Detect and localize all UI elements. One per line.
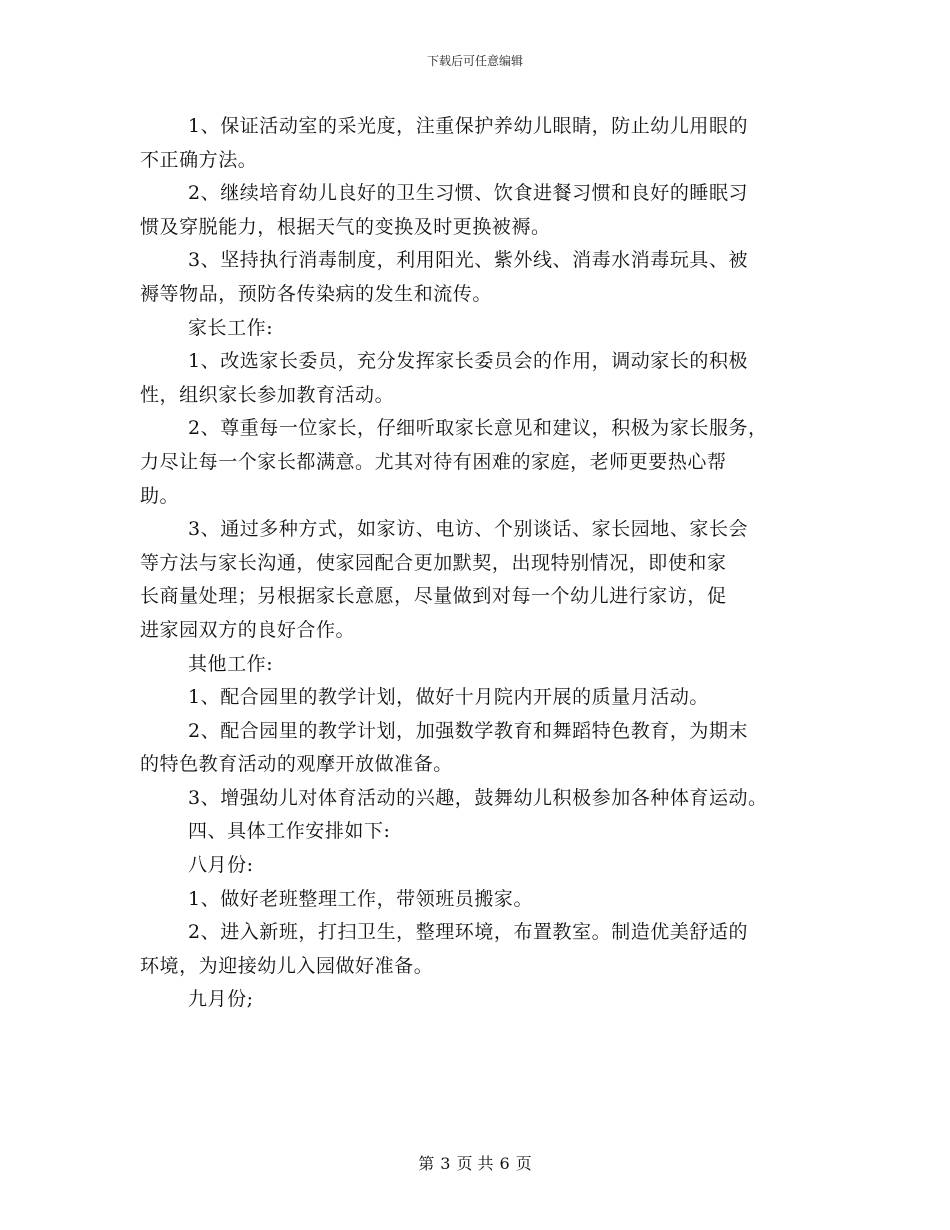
body-line: 不正确方法。 [140,148,258,171]
body-line: 的特色教育活动的观摩开放做准备。 [140,753,453,776]
body-line: 褥等物品，预防各传染病的发生和流传。 [140,282,492,305]
body-line: 进家园双方的良好合作。 [140,618,356,641]
body-line: 环境，为迎接幼儿入园做好准备。 [140,954,434,977]
document-body [140,110,830,1017]
body-line: 力尽让每一个家长都满意。尤其对待有困难的家庭，老师更要热心帮 [140,450,727,473]
body-line: 3、通过多种方式，如家访、电访、个别谈话、家长园地、家长会 [188,518,749,541]
body-line: 2、尊重每一位家长，仔细听取家长意见和建议，积极为家长服务， [188,417,768,440]
page-label-prefix: 第 [418,1154,435,1173]
section-heading-parent-work: 家长工作: [188,316,274,339]
page-label-middle: 页 共 [456,1154,494,1173]
body-line: 惯及穿脱能力，根据天气的变换及时更换被褥。 [140,215,551,238]
body-line: 3、坚持执行消毒制度，利用阳光、紫外线、消毒水消毒玩具、被 [188,249,749,272]
page-label-suffix: 页 [515,1154,532,1173]
body-line: 1、改选家长委员，充分发挥家长委员会的作用，调动家长的积极 [188,350,749,373]
body-line: 3、增强幼儿对体育活动的兴趣，鼓舞幼儿积极参加各种体育运动。 [188,786,768,809]
body-line: 2、继续培育幼儿良好的卫生习惯、饮食进餐习惯和良好的睡眠习 [188,182,749,205]
body-line: 等方法与家长沟通，使家园配合更加默契，出现特别情况，即使和家 [140,551,727,574]
body-line: 2、进入新班，打扫卫生，整理环境，布置教室。制造优美舒适的 [188,921,749,944]
body-line: 1、保证活动室的采光度，注重保护养幼儿眼睛，防止幼儿用眼的 [188,115,749,137]
body-line: 性，组织家长参加教育活动。 [140,383,395,406]
body-line: 1、配合园里的教学计划，做好十月院内开展的质量月活动。 [188,686,709,709]
body-line: 2、配合园里的教学计划，加强数学教育和舞蹈特色教育，为期末 [188,719,749,742]
month-heading-august: 八月份: [188,854,254,877]
body-line: 助。 [140,484,180,507]
current-page-number: 3 [440,1154,451,1173]
section-heading-other-work: 其他工作: [188,652,274,675]
body-line: 1、做好老班整理工作，带领班员搬家。 [188,887,533,910]
month-heading-september: 九月份; [188,988,254,1011]
page-footer [0,1154,950,1174]
page-header: 下载后可任意编辑 [426,54,523,68]
section-heading-schedule: 四、具体工作安排如下: [188,820,391,843]
body-line: 长商量处理；另根据家长意愿，尽量做到对每一个幼儿进行家访，促 [140,585,727,608]
total-pages-number: 6 [499,1154,510,1173]
